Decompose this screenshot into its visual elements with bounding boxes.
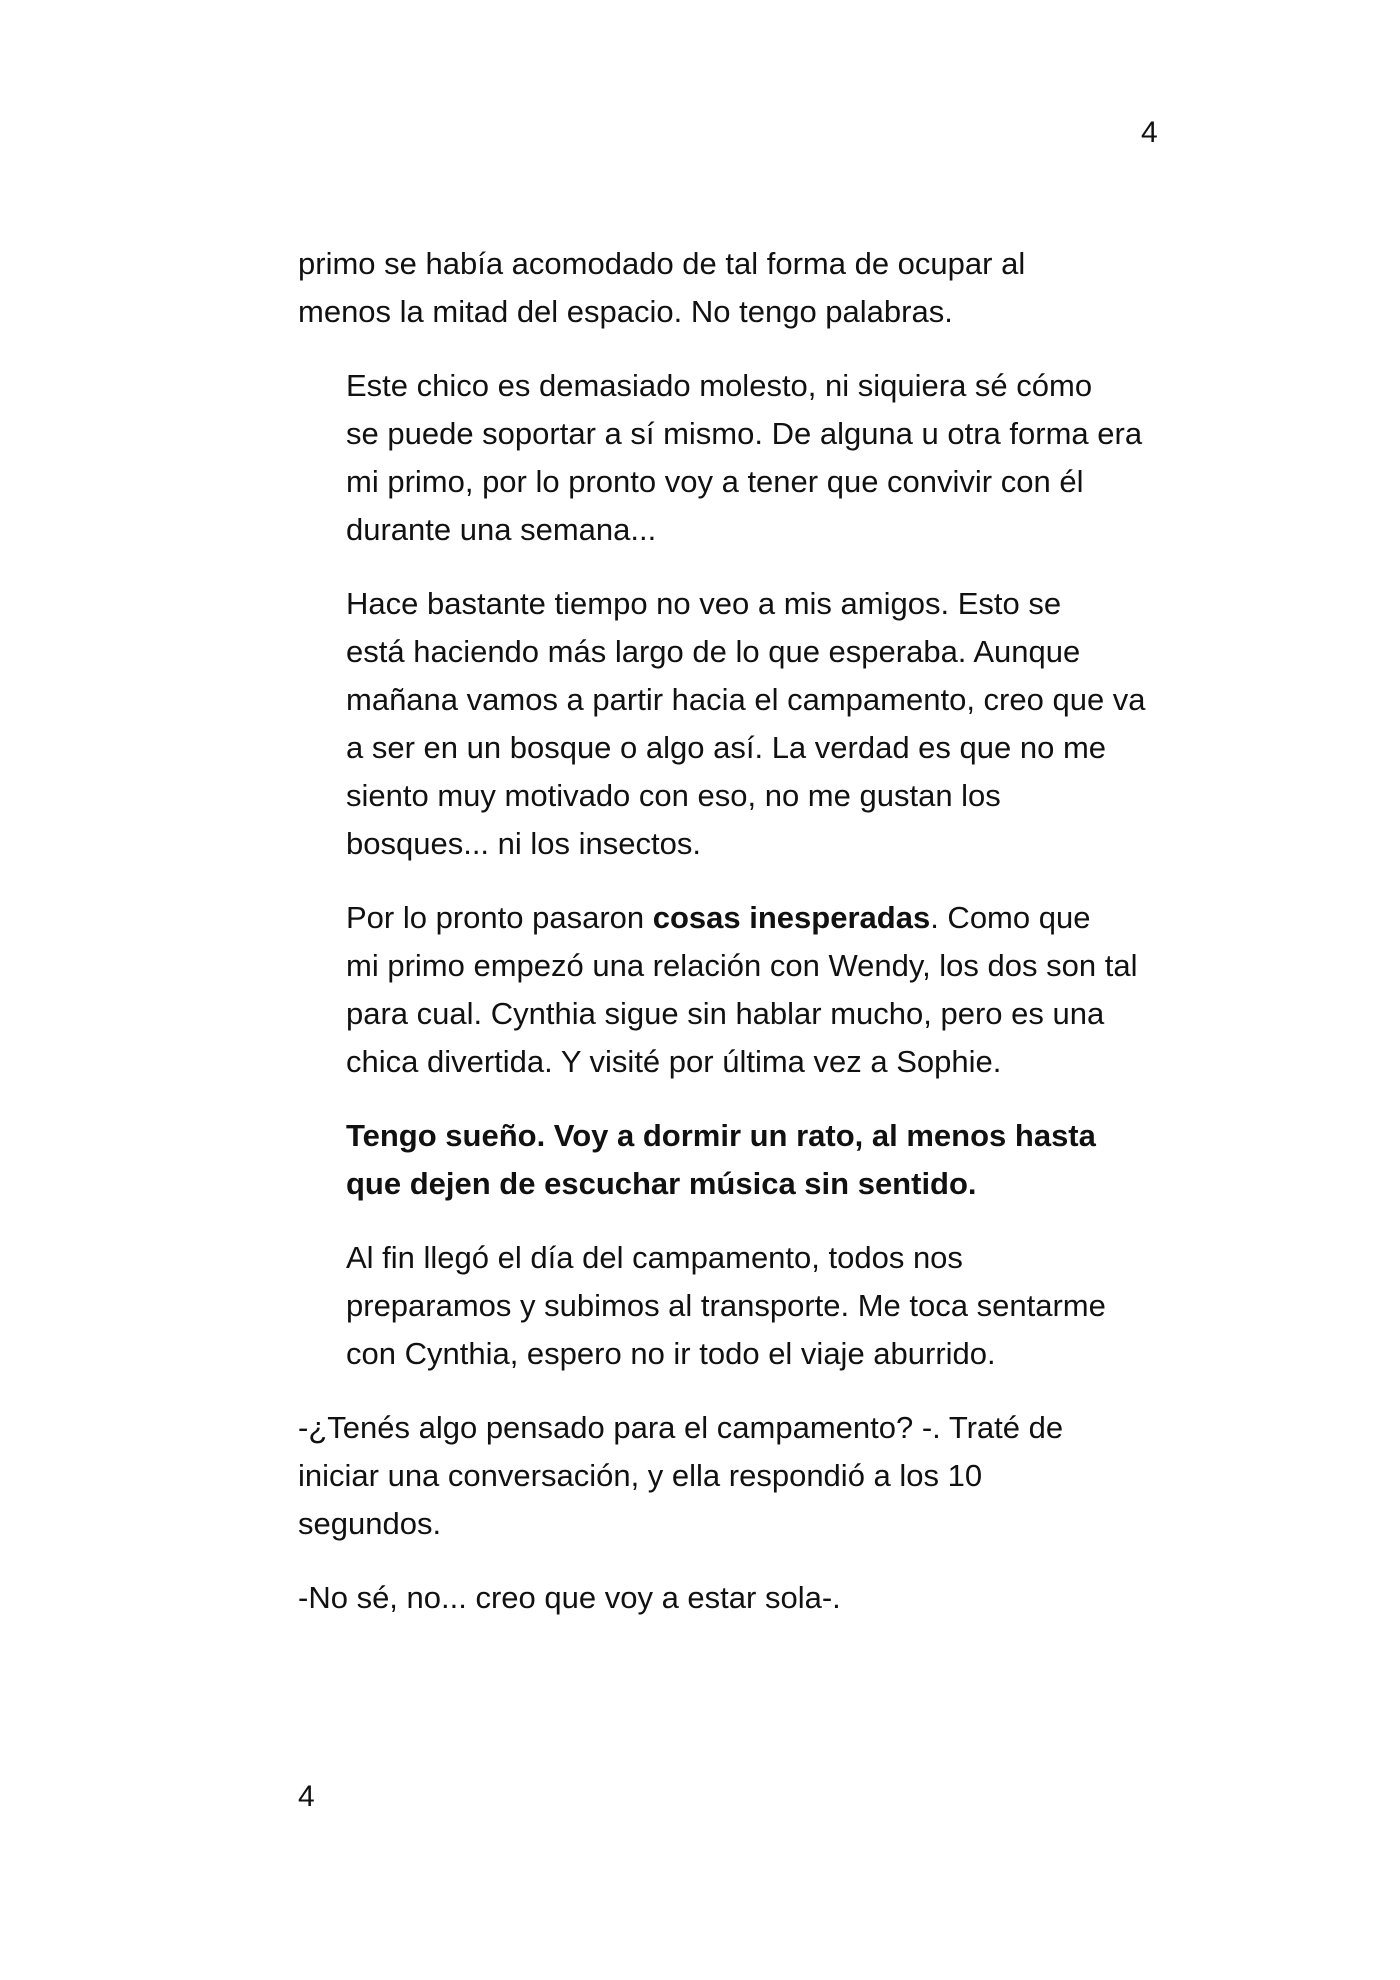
text-run: está haciendo más largo de lo que esperaba. Aunque	[346, 634, 1081, 669]
text-run: chica divertida. Y visité por última vez a Sophie.	[346, 1044, 1002, 1079]
text-run: con Cynthia, espero no ir todo el viaje aburrido.	[346, 1336, 996, 1371]
text-line	[298, 1112, 1168, 1160]
text-line	[298, 458, 1168, 506]
text-line	[298, 1500, 1168, 1548]
text-line	[298, 1038, 1168, 1086]
text-run: Hace bastante tiempo no veo a mis amigos. Esto se	[346, 586, 1062, 621]
text-line	[298, 724, 1168, 772]
text-line	[298, 580, 1168, 628]
text-run: -¿Tenés algo pensado para el campamento? -. Traté de	[298, 1410, 1064, 1445]
text-line	[298, 506, 1168, 554]
text-run: Este chico es demasiado molesto, ni siquiera sé cómo	[346, 368, 1093, 403]
text-line	[298, 288, 1168, 336]
text-run: menos la mitad del espacio. No tengo palabras.	[298, 294, 953, 329]
text-run: segundos.	[298, 1506, 442, 1541]
text-line	[298, 894, 1168, 942]
text-run: Por lo pronto pasaron	[346, 900, 653, 935]
text-line	[298, 240, 1168, 288]
paragraph	[298, 1404, 1168, 1548]
text-run: preparamos y subimos al transporte. Me toca sentarme	[346, 1288, 1106, 1323]
text-run: a ser en un bosque o algo así. La verdad es que no me	[346, 730, 1107, 765]
text-run: primo se había acomodado de tal forma de ocupar al	[298, 246, 1026, 281]
page-number-top: 4	[1141, 116, 1158, 149]
text-line	[298, 676, 1168, 724]
text-line	[298, 410, 1168, 458]
paragraph	[298, 1574, 1168, 1622]
text-run: Al fin llegó el día del campamento, todos nos	[346, 1240, 963, 1275]
text-run: mañana vamos a partir hacia el campamento, creo que va	[346, 682, 1146, 717]
text-line	[298, 1330, 1168, 1378]
text-line	[298, 1574, 1168, 1622]
paragraph	[298, 894, 1168, 1086]
text-run: siento muy motivado con eso, no me gustan los	[346, 778, 1001, 813]
text-run: mi primo empezó una relación con Wendy, los dos son tal	[346, 948, 1138, 983]
text-run: bosques... ni los insectos.	[346, 826, 701, 861]
document-body	[298, 240, 1168, 1648]
paragraph	[298, 580, 1168, 868]
text-line	[298, 1282, 1168, 1330]
paragraph	[298, 362, 1168, 554]
text-line	[298, 820, 1168, 868]
text-run: . Como que	[930, 900, 1091, 935]
bold-text-run: cosas inesperadas	[652, 900, 931, 935]
text-line	[298, 1452, 1168, 1500]
page-number-bottom: 4	[298, 1780, 315, 1813]
text-run: para cual. Cynthia sigue sin hablar mucho, pero es una	[346, 996, 1105, 1031]
paragraph	[298, 240, 1168, 336]
text-line	[298, 942, 1168, 990]
text-run: iniciar una conversación, y ella respondió a los 10	[298, 1458, 983, 1493]
text-run: -No sé, no... creo que voy a estar sola-.	[298, 1580, 841, 1615]
bold-text-run: Tengo sueño. Voy a dormir un rato, al menos hasta	[346, 1118, 1096, 1153]
text-line	[298, 1404, 1168, 1452]
paragraph	[298, 1112, 1168, 1208]
text-line	[298, 628, 1168, 676]
text-line	[298, 362, 1168, 410]
paragraph	[298, 1234, 1168, 1378]
text-line	[298, 772, 1168, 820]
bold-text-run: que dejen de escuchar música sin sentido.	[346, 1166, 977, 1201]
text-run: se puede soportar a sí mismo. De alguna u otra forma era	[346, 416, 1143, 451]
text-line	[298, 1234, 1168, 1282]
text-line	[298, 1160, 1168, 1208]
text-run: durante una semana...	[346, 512, 657, 547]
text-line	[298, 990, 1168, 1038]
text-run: mi primo, por lo pronto voy a tener que convivir con él	[346, 464, 1084, 499]
